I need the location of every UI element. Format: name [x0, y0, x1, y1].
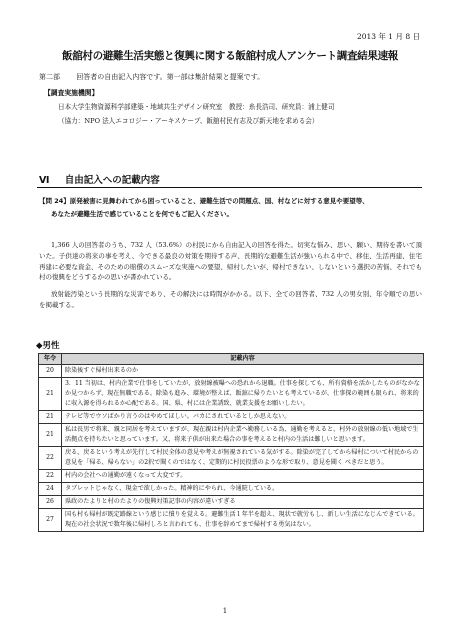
response-cell: 国も村も帰村が既定路線という感じに憤りを覚える。避難生活１年半を超え、現状で就労もし、新しい生活になじんできている。現在の社会状況で数年後に帰村しろと言われても、仕事を辞めてまで帰村する勇気はない。	[62, 509, 424, 532]
document-title: 飯舘村の避難生活実態と復興に関する飯舘村成人アンケート調査結果速報	[62, 50, 398, 62]
age-column-header: 年令	[39, 354, 62, 365]
table-header-row	[39, 354, 424, 365]
responses-table	[38, 353, 424, 532]
response-cell: テレビ等でウソばかり言うのはやめてほしい。バカにされているとしか思えない。	[62, 411, 424, 424]
table-row	[39, 424, 424, 447]
section-heading	[39, 172, 160, 186]
part-label: 第二部	[39, 73, 60, 81]
table-row	[39, 470, 424, 483]
age-cell: 24	[39, 483, 62, 496]
response-cell: 除染後すぐ帰村出来るのか	[62, 365, 424, 378]
section-title: 自由記入への記載内容	[64, 175, 160, 186]
table-row	[39, 447, 424, 470]
section-number: Ⅵ	[39, 175, 50, 186]
content-column-header: 記載内容	[62, 354, 424, 365]
table-row	[39, 365, 424, 378]
age-cell: 21	[39, 411, 62, 424]
age-cell: 22	[39, 470, 62, 483]
table-row	[39, 483, 424, 496]
age-cell: 27	[39, 509, 62, 532]
response-cell: 3．11 当初は、村内企業で仕事をしていたが、放射線被曝への恐れから退職。仕事を探しても、所有資格を活かしたものがなかなか見つからず、現在無職である。除染も進み、環境が整えば、飯舘に帰りたいとも考えているが、仕事探の範囲も限られ、将来的に収入源を得られるか心配である。国、県、村には企業誘致、就業支援をお願いしたい。	[62, 378, 424, 411]
age-cell: 21	[39, 378, 62, 411]
summary-paragraph: 1,366 人の回答者のうち、732 人（53.6%）の村民にから自由記入の回答を得た。切実な悩み、思い、願い、期待を書いて頂いた。子供達の将来の事を考え、今できる最良の対策を期待する声、長期的な避難生活が強いられる中で、移住、生活再建、住宅再建に必要な資金、そのための賠償のスムーズな実施への要望、帰村したいが、帰村できない、しないという選択の苦悩、それでも村の復興をどうするかの思いが書かれている。	[39, 241, 422, 282]
part-subtitle	[39, 72, 264, 82]
question-line-1: 【問 24】原発被害に見舞われてから困っていること、避難生活での問題点、国、村などに対する意見や要望等、	[39, 197, 369, 205]
male-section-heading: ◆男性	[36, 341, 60, 351]
question-text	[39, 195, 422, 220]
response-cell: 戻る、戻るという考えが先行して村民全体の意見や考えが無視されている気がする。除染が完了してから帰村について村民からの意見を「帰る、帰らない」の2択で聞くのではなく、定期的に村民投票のような形で取り、意見を聞く べきだと思う。	[62, 447, 424, 470]
document-date: 2013 年 1 月 8 日	[356, 32, 420, 41]
page-number: 1	[222, 607, 228, 615]
table-row	[39, 509, 424, 532]
implementing-agency-line: 日本大学生物資源科学部建築・地域共生デザイン研究室 教授：糸長浩司、研究員：浦上健司	[58, 103, 335, 111]
table-row	[39, 496, 424, 509]
part-description: 回答者の自由記入内容です。第一部は集計結果と提案です。	[76, 73, 265, 81]
table-row	[39, 378, 424, 411]
response-cell: タブレットじゃなく、現金で欲しかった。精神的にやられ、今通院している。	[62, 483, 424, 496]
section-divider	[37, 187, 422, 188]
response-cell: 私は長男で将来、親と同居を考えていますが、現在親は村内企業へ勤務しいる為、通勤を考えると、村外の放射線の低い地域で生活拠点を持ちたいと思っています。又、将来子供が出来た場合の事を考えると村内の生活は難しいと思います。	[62, 424, 424, 447]
question-line-2: あなたが避難生活で感じていることを何でもご記入ください。	[51, 209, 233, 218]
response-cell: 村内の会社への通勤が遠くなって大変です。	[62, 470, 424, 483]
cooperation-line: （協力：NPO 法人エコロジー・アーキスケープ、飯舘村民有志及び新天地を求める会）	[58, 117, 319, 125]
table-row	[39, 411, 424, 424]
age-cell: 20	[39, 365, 62, 378]
age-cell: 21	[39, 424, 62, 447]
implementing-agency-heading: 【調査実施機関】	[44, 89, 99, 97]
response-cell: 県政のたよりと村のたよりの復興対策記事の内容が違いすぎる	[62, 496, 424, 509]
summary-paragraph: 放射能汚染という長期的な災害であり、その解決には時間がかかる。以下、全ての回答者、732 人の男女別、年令順での思いを掲載する。	[39, 290, 422, 309]
age-cell: 22	[39, 447, 62, 470]
age-cell: 26	[39, 496, 62, 509]
summary-body	[39, 240, 422, 317]
